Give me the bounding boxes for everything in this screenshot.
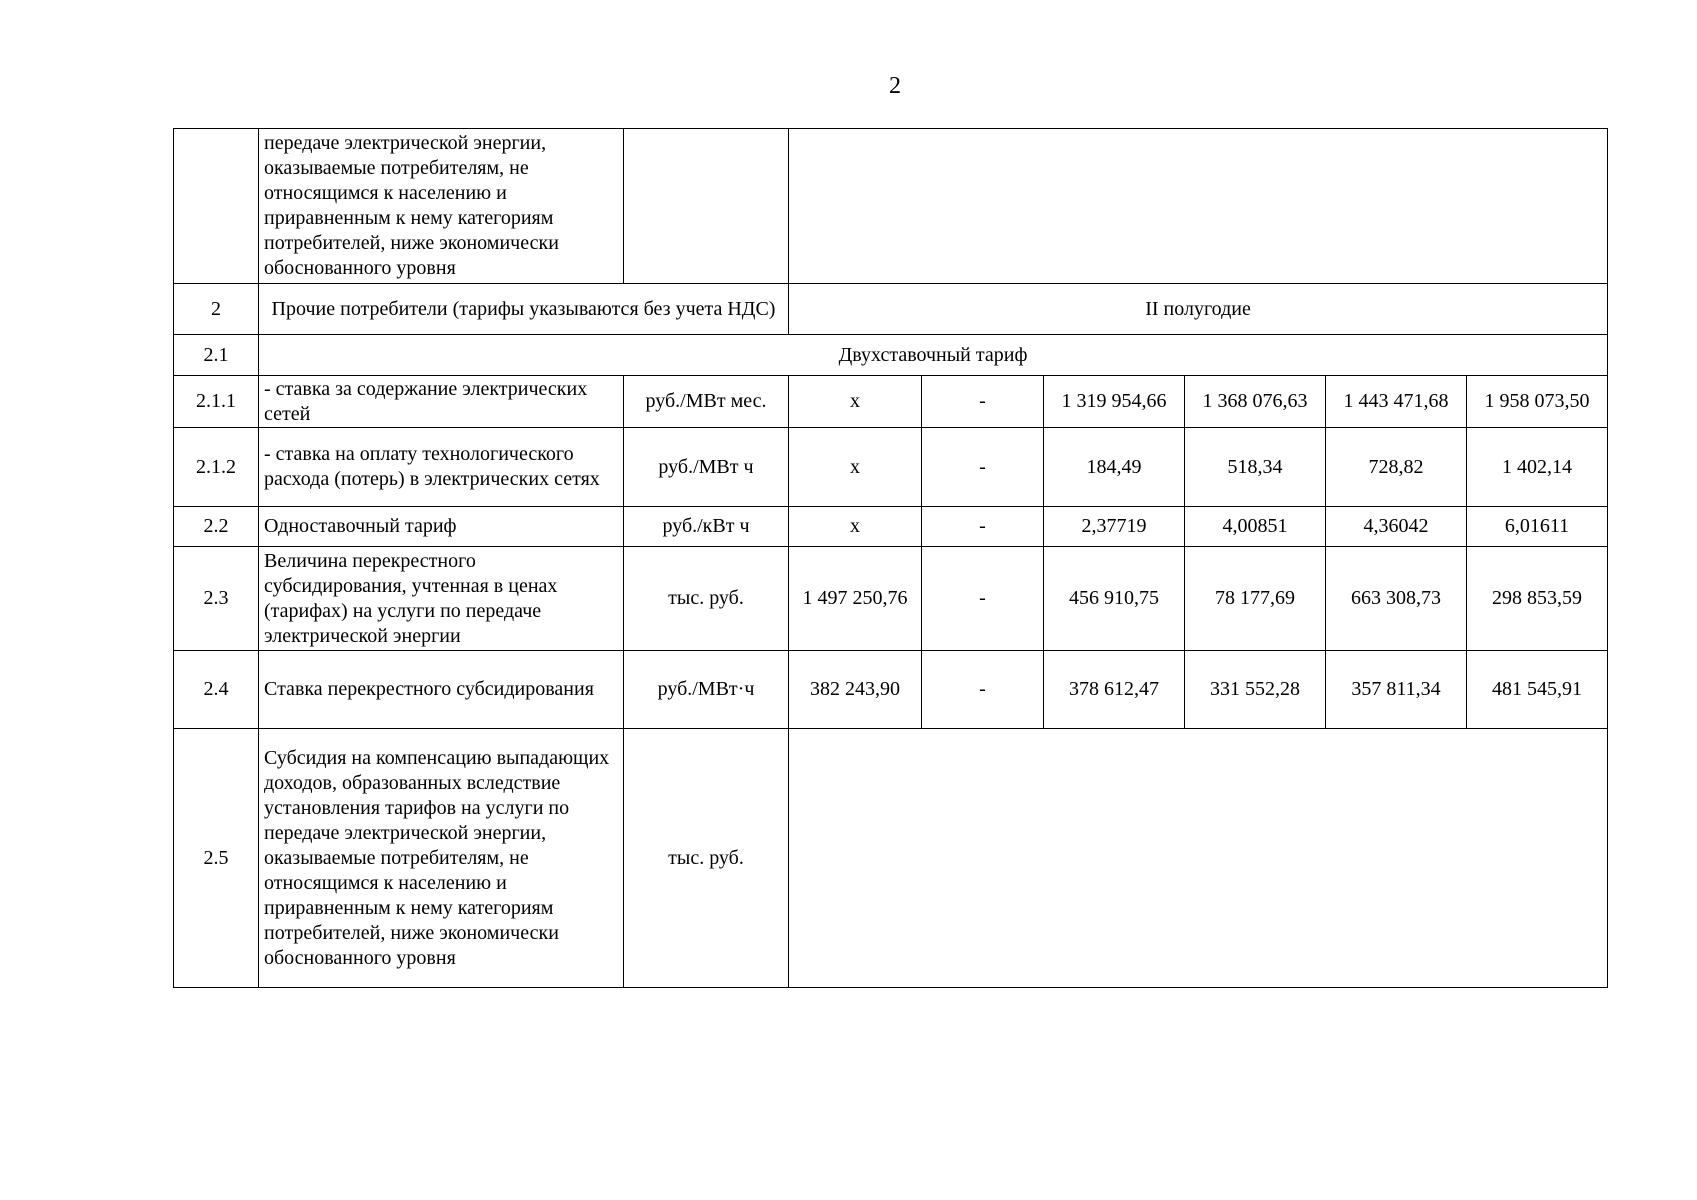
- value-cell: -: [922, 428, 1044, 507]
- value-cell: 456 910,75: [1044, 547, 1185, 651]
- row-description: - ставка на оплату технологического расхода (потерь) в электрических сетях: [259, 428, 624, 507]
- value-cell: 518,34: [1185, 428, 1326, 507]
- row-description: Величина перекрестного субсидирования, учтенная в ценах (тарифах) на услуги по передаче электрической энергии: [259, 547, 624, 651]
- value-cell: -: [922, 376, 1044, 428]
- row-number: 2.1.2: [174, 428, 259, 507]
- row-unit-cell: [624, 129, 789, 284]
- value-cell: 6,01611: [1467, 507, 1608, 547]
- row-number-cell: [174, 129, 259, 284]
- table-row-2-1: [174, 335, 1608, 376]
- row-unit: тыс. руб.: [624, 729, 789, 988]
- row-description: передаче электрической энергии, оказываемые потребителям, не относящимся к населению и приравненным к нему категориям потребителей, ниже экономически обоснованного уровня: [259, 129, 624, 284]
- section-title: Двухставочный тариф: [259, 335, 1608, 376]
- row-unit: руб./МВт мес.: [624, 376, 789, 428]
- row-description: Субсидия на компенсацию выпадающих доходов, образованных вследствие установления тарифов на услуги по передаче электрической энергии, оказываемые потребителям, не относящимся к населению и приравненным к нему категориям потребителей, ниже экономически обоснованного уровня: [259, 729, 624, 988]
- value-cell: 78 177,69: [1185, 547, 1326, 651]
- value-cell: 184,49: [1044, 428, 1185, 507]
- value-cell: 1 443 471,68: [1326, 376, 1467, 428]
- value-cell: 728,82: [1326, 428, 1467, 507]
- table-row-continuation: [174, 129, 1608, 284]
- row-number: 2.4: [174, 651, 259, 729]
- table-row-2-3: [174, 547, 1608, 651]
- period-header: II полугодие: [789, 284, 1608, 335]
- value-cell: 1 402,14: [1467, 428, 1608, 507]
- row-unit: руб./кВт ч: [624, 507, 789, 547]
- value-cell: 1 958 073,50: [1467, 376, 1608, 428]
- value-cell: х: [789, 376, 922, 428]
- row-unit: руб./МВт·ч: [624, 651, 789, 729]
- row-number: 2.3: [174, 547, 259, 651]
- value-cell: 331 552,28: [1185, 651, 1326, 729]
- value-cell: -: [922, 547, 1044, 651]
- row-number: 2.1.1: [174, 376, 259, 428]
- row-number: 2.2: [174, 507, 259, 547]
- value-cell: 663 308,73: [1326, 547, 1467, 651]
- row-number: 2.1: [174, 335, 259, 376]
- row-number: 2.5: [174, 729, 259, 988]
- value-cell: 382 243,90: [789, 651, 922, 729]
- row-description: Ставка перекрестного субсидирования: [259, 651, 624, 729]
- value-cell: 1 497 250,76: [789, 547, 922, 651]
- value-cell: -: [922, 651, 1044, 729]
- value-cell: 1 319 954,66: [1044, 376, 1185, 428]
- page-number: 2: [889, 73, 901, 99]
- value-cell: 2,37719: [1044, 507, 1185, 547]
- table-row-2: [174, 284, 1608, 335]
- value-cell: 298 853,59: [1467, 547, 1608, 651]
- value-cell: 1 368 076,63: [1185, 376, 1326, 428]
- value-cell: 4,00851: [1185, 507, 1326, 547]
- table-row-2-1-1: [174, 376, 1608, 428]
- value-cell: х: [789, 428, 922, 507]
- row-description: Прочие потребители (тарифы указываются без учета НДС): [259, 284, 789, 335]
- table-row-2-5: [174, 729, 1608, 988]
- row-unit: руб./МВт ч: [624, 428, 789, 507]
- row-description: Одноставочный тариф: [259, 507, 624, 547]
- row-number: 2: [174, 284, 259, 335]
- value-cell: 4,36042: [1326, 507, 1467, 547]
- value-cell: -: [922, 507, 1044, 547]
- value-cell: 378 612,47: [1044, 651, 1185, 729]
- row-value-cell: [789, 129, 1608, 284]
- row-unit: тыс. руб.: [624, 547, 789, 651]
- table-row-2-2: [174, 507, 1608, 547]
- row-value-cell: [789, 729, 1608, 988]
- table-row-2-1-2: [174, 428, 1608, 507]
- row-description: - ставка за содержание электрических сетей: [259, 376, 624, 428]
- value-cell: 481 545,91: [1467, 651, 1608, 729]
- value-cell: х: [789, 507, 922, 547]
- table-row-2-4: [174, 651, 1608, 729]
- tariff-table: [173, 128, 1608, 988]
- value-cell: 357 811,34: [1326, 651, 1467, 729]
